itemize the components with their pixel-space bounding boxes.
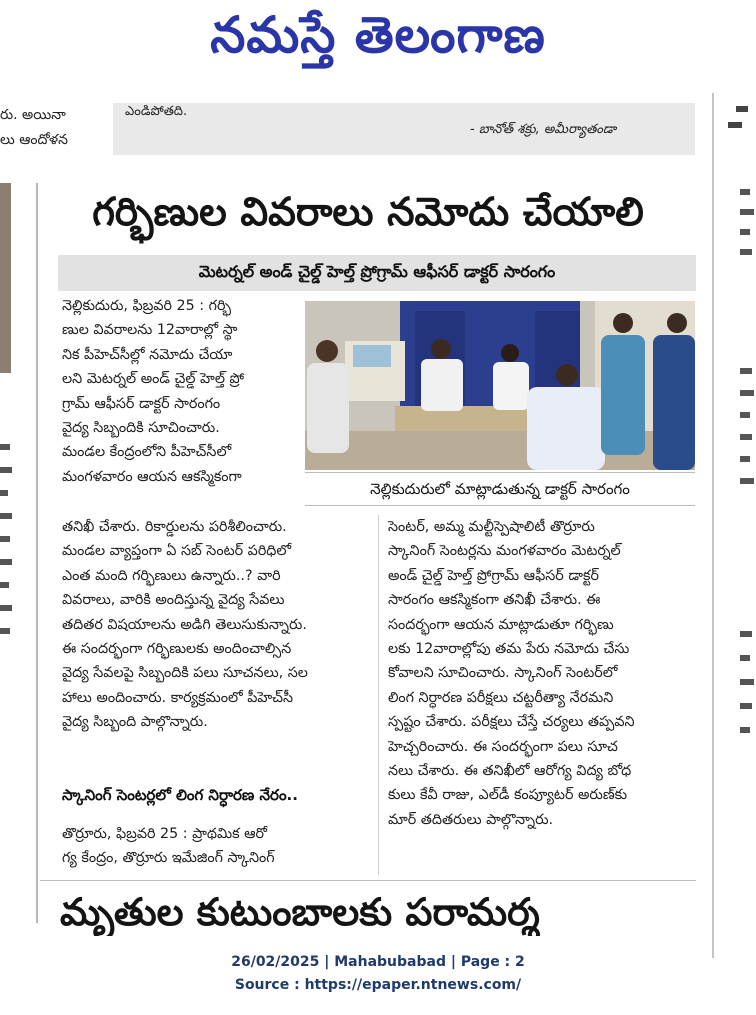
text-line: తనిఖీ చేశారు. రికార్డులను పరిశీలించారు. bbox=[62, 519, 287, 535]
text-line: గ్రామ్ ఆఫీసర్ డాక్టర్ సారంగం bbox=[62, 395, 221, 412]
footer-source: Source : https://epaper.ntnews.com/ bbox=[234, 977, 522, 993]
text-line: కోవాలని సూచించారు. స్కానింగ్ సెంటర్‌లో bbox=[388, 665, 618, 682]
article-column-1-top bbox=[62, 294, 298, 489]
text-line: వైద్య సేవలపై సిబ్బందికి పలు సూచనలు, సల bbox=[62, 665, 308, 682]
text-line: మండల వ్యాప్తంగా ఏ సబ్ సెంటర్ పరిధిలో bbox=[62, 543, 292, 560]
text-line: మండల కేంద్రంలోని పీహెచ్‌సీలో bbox=[62, 444, 232, 461]
column-divider-middle bbox=[378, 515, 379, 875]
text-line: స్కానింగ్ సెంటర్లను మంగళవారం మెటర్నల్ bbox=[388, 543, 621, 560]
article-column-2 bbox=[388, 515, 696, 832]
text-line: నలు చేశారు. ఈ తనిఖీలో ఆరోగ్య విద్య బోధ bbox=[388, 763, 632, 780]
text-line: సెంటర్, అమ్మ మల్టీస్పెషాలిటీ తొర్రూరు bbox=[388, 519, 595, 535]
article-subheadline: మెటర్నల్ అండ్ చైల్డ్ హెల్త్ ప్రోగ్రామ్ ఆఫీసర్ డాక్టర్ సారంగం bbox=[198, 262, 556, 281]
article-headline: గర్భిణుల వివరాలు నమోదు చేయాలి bbox=[92, 190, 644, 235]
text-line: లింగ నిర్ధారణ పరీక్షలు చట్టరీత్యా నేరమని bbox=[388, 689, 614, 706]
doctor-meeting-photo bbox=[305, 301, 695, 470]
left-column-fragment bbox=[0, 430, 14, 730]
text-line: వైద్య సిబ్బంది పాల్గొన్నారు. bbox=[62, 714, 208, 731]
column-divider-left bbox=[36, 183, 38, 923]
column-divider-right bbox=[712, 93, 714, 958]
text-line: స్పష్టం చేశారు. పరీక్షలు చేస్తే చర్యలు తప్పవని bbox=[388, 714, 635, 731]
article-column-1-end bbox=[62, 822, 372, 871]
text-line: సందర్భంగా ఆయన మాట్లాడుతూ గర్భిణు bbox=[388, 616, 614, 633]
text-line: మార్ తదితరులు పాల్గొన్నారు. bbox=[388, 811, 554, 828]
quote-text: ఎండిపోతది. bbox=[125, 104, 188, 119]
article-subheading: స్కానింగ్ సెంటర్లలో లింగ నిర్ధారణ నేరం.. bbox=[62, 786, 298, 804]
right-column-fragment-4 bbox=[740, 625, 756, 825]
text-line: ఎంత మంది గర్భిణులు ఉన్నారు..? వారి bbox=[62, 567, 281, 584]
text-line: నెల్లికుదురు, ఫిబ్రవరి 25 : గర్భి bbox=[62, 298, 232, 314]
text-line: కులు కేవీ రాజు, ఎల్‌డీ కంప్యూటర్ అరుణ్‌కు bbox=[388, 787, 628, 804]
text-line: తొర్రూరు, ఫిబ్రవరి 25 : ప్రాథమిక ఆరో bbox=[62, 826, 267, 842]
text-line: లని మెటర్నల్ అండ్ చైల్డ్ హెల్త్ ప్రో bbox=[62, 371, 245, 388]
photo-caption: నెల్లికుదురులో మాట్లాడుతున్న డాక్టర్ సారంగం bbox=[305, 472, 695, 506]
left-fragment-1: రు. అయినా bbox=[0, 107, 66, 123]
right-column-fragment bbox=[720, 98, 756, 158]
text-line: హెచ్చరించారు. ఈ సందర్భంగా పలు సూచ bbox=[388, 738, 618, 755]
text-line: గ్య కేంద్రం, తొర్రూరు ఇమేజింగ్ స్కానింగ్ bbox=[62, 850, 275, 867]
section-divider bbox=[40, 880, 696, 881]
text-line: నిక పీహెచ్‌సీల్లో నమోదు చేయా bbox=[62, 346, 233, 363]
left-fragment-2: లు ఆందోళన bbox=[0, 132, 68, 148]
text-line: హాలు అందించారు. కార్యక్రమంలో పీహెచ్‌సీ bbox=[62, 689, 294, 706]
article-column-1-bottom bbox=[62, 515, 372, 735]
text-line: ఈ సందర్భంగా గర్భిణులకు అందించాల్సిన bbox=[62, 641, 292, 658]
text-line: లకు 12వారాల్లోపు తమ పేరు నమోదు చేసు bbox=[388, 641, 630, 658]
text-line: ణుల వివరాలను 12వారాల్లో స్థా bbox=[62, 322, 238, 339]
right-column-fragment-2 bbox=[740, 183, 756, 283]
text-line: అండ్ చైల్డ్ హెల్త్ ప్రోగ్రామ్ ఆఫీసర్ డాక్టర్ bbox=[388, 567, 599, 584]
text-line: వివరాలు, వారికి అందిస్తున్న వైద్య సేవలు bbox=[62, 592, 285, 609]
article-photo bbox=[305, 301, 695, 470]
newspaper-title: నమస్తే తెలంగాణ bbox=[210, 6, 546, 64]
right-column-fragment-3 bbox=[740, 362, 756, 612]
text-line: వైద్య సిబ్బందికి సూచించారు. bbox=[62, 420, 220, 437]
masthead bbox=[0, 0, 756, 82]
left-photo-fragment bbox=[0, 183, 11, 373]
text-line: తదితర విషయాలను అడిగి తెలుసుకున్నారు. bbox=[62, 616, 307, 633]
next-article-headline: మృతుల కుటుంబాలకు పరామర్శ bbox=[60, 890, 540, 934]
quote-signature: - బానోత్ శక్రు, అమీర్యాతండా bbox=[470, 122, 617, 137]
text-line: మంగళవారం ఆయన ఆకస్మికంగా bbox=[62, 468, 242, 485]
footer-edition-info: 26/02/2025 | Mahabubabad | Page : 2 bbox=[231, 954, 525, 970]
text-line: సారంగం ఆకస్మికంగా తనిఖీ చేశారు. ఈ bbox=[388, 592, 601, 609]
